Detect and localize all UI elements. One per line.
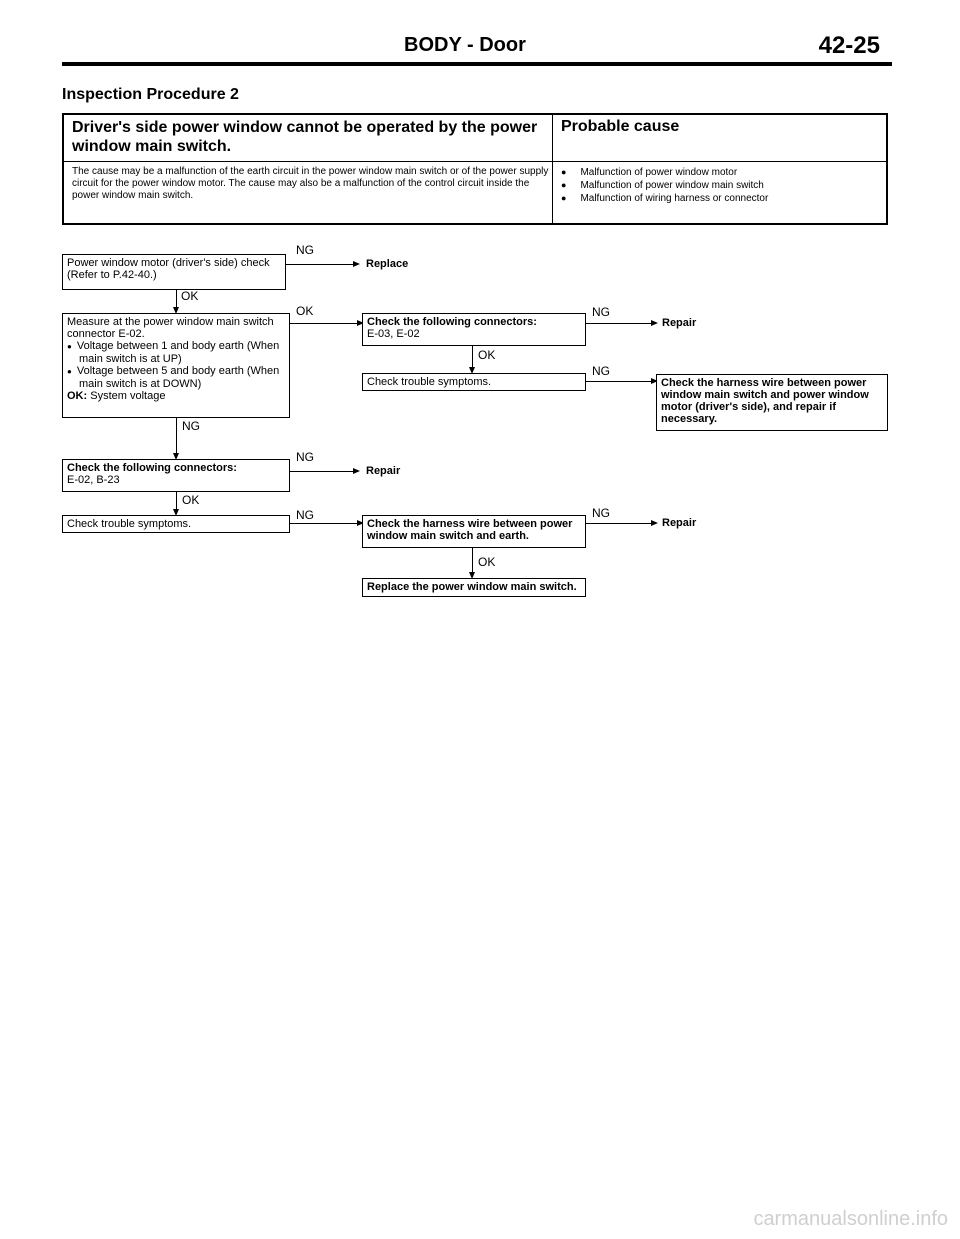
step4-ng-label: NG <box>592 364 610 378</box>
step2-bullet: ● Voltage between 1 and body earth (When main switch is at UP) <box>67 340 285 365</box>
step8-ok-label: OK <box>478 555 496 569</box>
cause-item: ● Malfunction of power window motor <box>561 166 768 179</box>
step2-bullets <box>67 340 285 390</box>
step2-ng-label: NG <box>182 419 200 433</box>
step8-ok-arrow <box>472 548 473 577</box>
step8-ng-arrow <box>586 523 656 524</box>
header-rule <box>62 62 892 66</box>
step-replace-main-switch: Replace the power window main switch. <box>362 578 586 597</box>
page-header-title: BODY - Door <box>404 34 526 56</box>
step3-ng-label: NG <box>592 305 610 319</box>
problem-description: The cause may be a malfunction of the earth circuit in the power window main switch or of the power supply circuit for the power window motor. The cause may also be a malfunction of the control circuit inside the power window main switch. <box>72 166 549 201</box>
section-title: Inspection Procedure 2 <box>62 86 239 103</box>
step3-ng-result: Repair <box>662 317 697 329</box>
step-check-harness-earth: Check the harness wire between power window main switch and earth. <box>362 515 586 548</box>
step1-ok-arrow <box>176 290 177 312</box>
step6-ok-arrow <box>176 492 177 514</box>
step6-ng-arrow <box>290 471 358 472</box>
step8-ng-result: Repair <box>662 517 697 529</box>
step2-ok-condition-label: OK: <box>67 390 88 402</box>
step3-ng-arrow <box>586 323 656 324</box>
problem-title: Driver's side power window cannot be operated by the power window main switch. <box>72 119 538 155</box>
table-column-divider <box>552 115 553 223</box>
step2-ng-arrow <box>176 418 177 458</box>
step6-ok-label: OK <box>182 493 200 507</box>
step1-ok-label: OK <box>181 289 199 303</box>
step7-ng-arrow <box>290 523 362 524</box>
step-voltage-measure <box>62 313 290 418</box>
step7-ng-label: NG <box>296 508 314 522</box>
step3-ok-label: OK <box>478 348 496 362</box>
step1-ng-result: Replace <box>366 258 409 270</box>
table-row-divider <box>64 161 886 162</box>
step1-ng-arrow <box>286 264 358 265</box>
step-check-connectors-e02 <box>62 459 290 492</box>
step8-ng-label: NG <box>592 506 610 520</box>
step3-connectors: E-03, E-02 <box>367 328 420 340</box>
step2-ok-condition <box>67 390 285 402</box>
probable-cause-title: Probable cause <box>561 118 680 135</box>
step1-ng-label: NG <box>296 243 314 257</box>
step-check-harness-motor: Check the harness wire between power window main switch and power window motor (driver's side), and repair if necessary. <box>656 374 888 431</box>
step6-connectors: E-02, B-23 <box>67 474 120 486</box>
step-check-connectors-e03 <box>362 313 586 346</box>
cause-item: ● Malfunction of wiring harness or connector <box>561 192 768 205</box>
step3-ok-arrow <box>472 346 473 372</box>
step-check-symptoms-1: Check trouble symptoms. <box>362 373 586 391</box>
step2-ok-label: OK <box>296 304 314 318</box>
step2-text: Measure at the power window main switch connector E-02. <box>67 316 274 340</box>
page-number: 42-25 <box>818 32 880 59</box>
inspection-table <box>62 113 888 225</box>
step2-ok-arrow <box>290 323 362 324</box>
step4-ng-arrow <box>586 381 656 382</box>
probable-cause-list <box>561 166 768 205</box>
step2-ok-condition-value: System voltage <box>90 390 166 402</box>
step6-ng-result: Repair <box>366 465 401 477</box>
step3-title: Check the following connectors: <box>367 316 537 328</box>
watermark: carmanualsonline.info <box>753 1208 948 1230</box>
step6-title: Check the following connectors: <box>67 462 237 474</box>
step-check-symptoms-2: Check trouble symptoms. <box>62 515 290 533</box>
step2-bullet: ● Voltage between 5 and body earth (When main switch is at DOWN) <box>67 365 285 390</box>
step-motor-check: Power window motor (driver's side) check (Refer to P.42-40.) <box>62 254 286 290</box>
cause-item: ● Malfunction of power window main switch <box>561 179 768 192</box>
step6-ng-label: NG <box>296 450 314 464</box>
